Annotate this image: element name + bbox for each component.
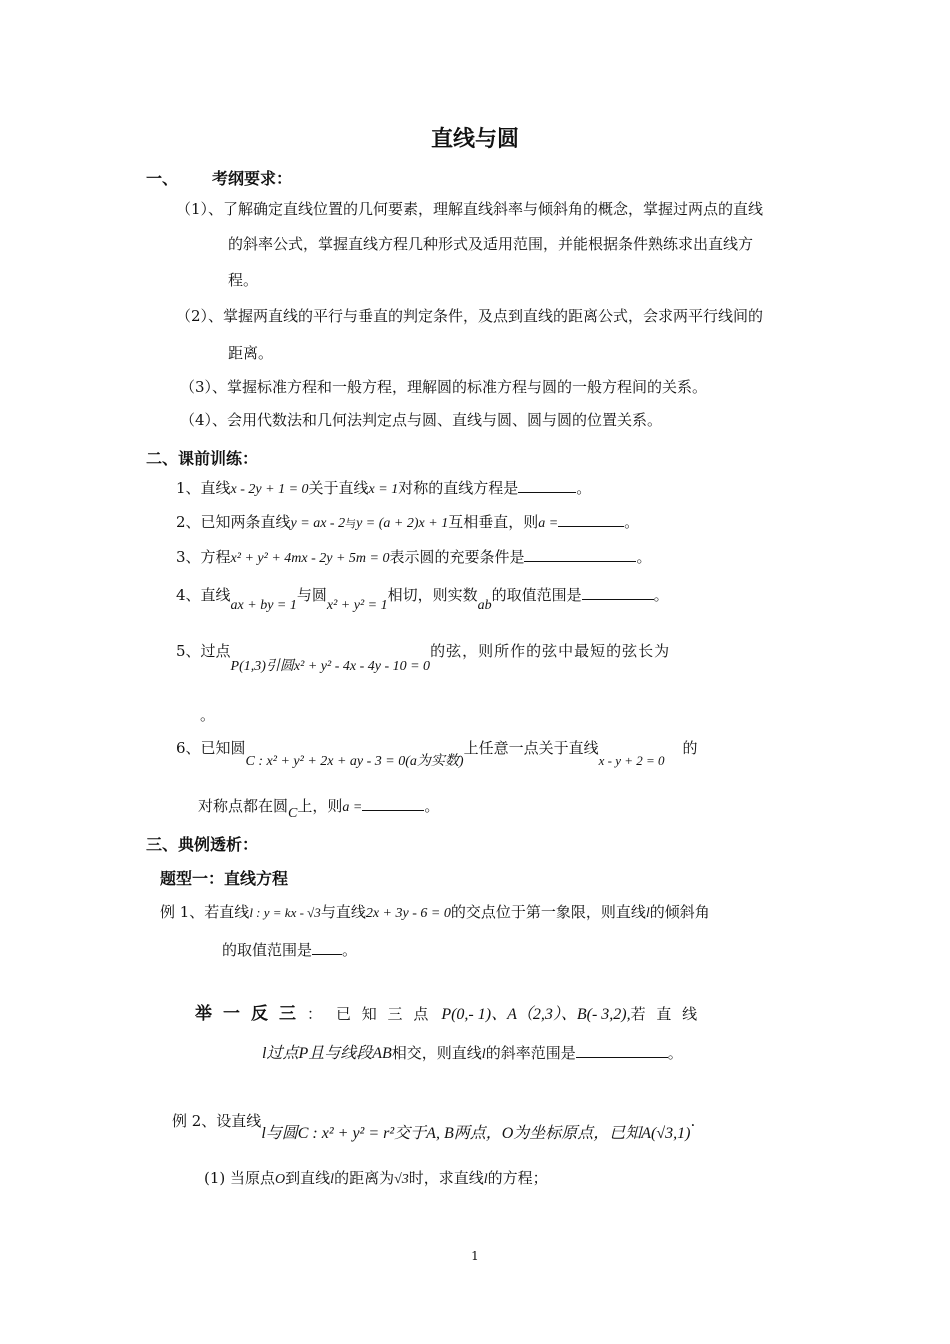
q5-eq1: P(1,3)引圆x² + y² - 4x - 4y - 10 = 0 [230, 659, 431, 674]
ex1-eq3: l [645, 906, 650, 921]
q5-end-mark: 。 [200, 706, 216, 724]
question-1: 1、直线x - 2y + 1 = 0关于直线x = 1对称的直线方程是 。 [176, 479, 592, 497]
example-2-sub1: (1) 当原点O到直线l的距离为√3时，求直线l的方程； [204, 1169, 548, 1187]
jyfs-line2: l过点P且与线段AB相交，则直线l的斜率范围是 。 [262, 1044, 683, 1062]
ex1-answer-blank [312, 940, 342, 955]
q6-eq1: C : x² + y² + 2x + ay - 3 = 0(a为实数) [245, 754, 464, 769]
s1-item4: （4）、会用代数法和几何法判定点与圆、直线与圆、圆与圆的位置关系。 [180, 411, 663, 429]
q6-answer-blank [362, 796, 424, 811]
ex1-eq2: 2x + 3y - 6 = 0 [365, 906, 451, 921]
ex1-eq1: l : y = kx - √3 [249, 905, 321, 920]
section2-heading: 二、课前训练： [146, 449, 259, 468]
ex2-eq1: l与圆C : x² + y² = r²交于A, B两点，O为坐标原点，已知A(√3,1) [261, 1125, 691, 1142]
question-3: 3、方程x² + y² + 4mx - 2y + 5m = 0表示圆的充要条件是 。 [176, 548, 652, 566]
s1-item2-line2: 距离。 [228, 344, 274, 362]
q3-eq1: x² + y² + 4mx - 2y + 5m = 0 [230, 551, 390, 566]
jyfs-eq2: l过点P且与线段AB [262, 1045, 392, 1062]
q1-answer-blank [518, 478, 576, 493]
question-4: 4、直线ax + by = 1与圆x² + y² = 1相切，则实数ab的取值范围是 。 [176, 586, 669, 613]
question-6-line2: 对称点都在圆C上，则a = 。 [198, 797, 440, 821]
jyfs-line1: 举一反三： 已 知 三 点 P(0,- 1)、A（2,3）、B(- 3,2),若 直 线 [195, 1004, 701, 1024]
example-1: 例 1、若直线l : y = kx - √3与直线2x + 3y - 6 = 0的交点位于第一象限，则直线l的倾斜角 [160, 903, 710, 921]
page-number: 1 [471, 1249, 479, 1263]
jyfs-label: 举一反三 [195, 1004, 307, 1024]
q6-eq4: a = [342, 800, 363, 815]
example-2: 例 2、设直线l与圆C : x² + y² = r²交于A, B两点，O为坐标原点，已知A(√3,1). [172, 1112, 696, 1142]
type1-heading: 题型一：直线方程 [160, 869, 289, 888]
q1-eq1: x - 2y + 1 = 0 [230, 482, 309, 497]
s1-item1-line2: 的斜率公式，掌握直线方程几种形式及适用范围，并能根据条件熟练求出直线方 [228, 235, 754, 253]
q3-answer-blank [524, 547, 636, 562]
document-title: 直线与圆 [430, 127, 519, 152]
section3-heading: 三、典例透析： [146, 835, 259, 854]
question-6: 6、已知圆C : x² + y² + 2x + ay - 3 = 0(a为实数)上任意一点关于直线x - y + 2 = 0的 [176, 739, 698, 769]
section1-heading: 考纲要求： [212, 169, 293, 188]
q1-eq2: x = 1 [368, 482, 399, 497]
s1-item1-line3: 程。 [228, 271, 259, 289]
question-5: 5、过点P(1,3)引圆x² + y² - 4x - 4y - 10 = 0的弦，则所作的弦中最短的弦长为 [176, 642, 671, 674]
q4-eq1: ax + by = 1 [230, 598, 297, 613]
q2-answer-blank [558, 512, 624, 527]
question-2: 2、已知两条直线y = ax - 2与y = (a + 2)x + 1互相垂直，则a = 。 [176, 513, 640, 531]
q4-eq3: ab [477, 598, 492, 613]
q6-eq3: C [288, 806, 298, 821]
q6-eq2: x - y + 2 = 0 [598, 753, 665, 768]
jyfs-eq3: l [481, 1047, 486, 1062]
s1-item3: （3）、掌握标准方程和一般方程，理解圆的标准方程与圆的一般方程间的关系。 [180, 378, 708, 396]
q2-eq2: y = (a + 2)x + 1 [356, 516, 449, 531]
jyfs-eq1: P(0,- 1)、A（2,3）、B(- 3,2), [441, 1006, 631, 1023]
s1-item1-line1: （1）、了解确定直线位置的几何要素，理解直线斜率与倾斜角的概念，掌握过两点的直线 [176, 200, 764, 218]
q2-eq3: a = [538, 516, 559, 531]
example-1-line2: 的取值范围是 。 [222, 941, 358, 959]
q4-eq2: x² + y² = 1 [326, 598, 388, 613]
jyfs-answer-blank [576, 1043, 668, 1058]
q2-eq1: y = ax - 2 [290, 516, 346, 531]
s1-item2-line1: （2）、掌握两直线的平行与垂直的判定条件，及点到直线的距离公式，会求两平行线间的 [176, 307, 764, 325]
section1-number: 一、 [146, 169, 179, 188]
q4-answer-blank [582, 585, 654, 600]
